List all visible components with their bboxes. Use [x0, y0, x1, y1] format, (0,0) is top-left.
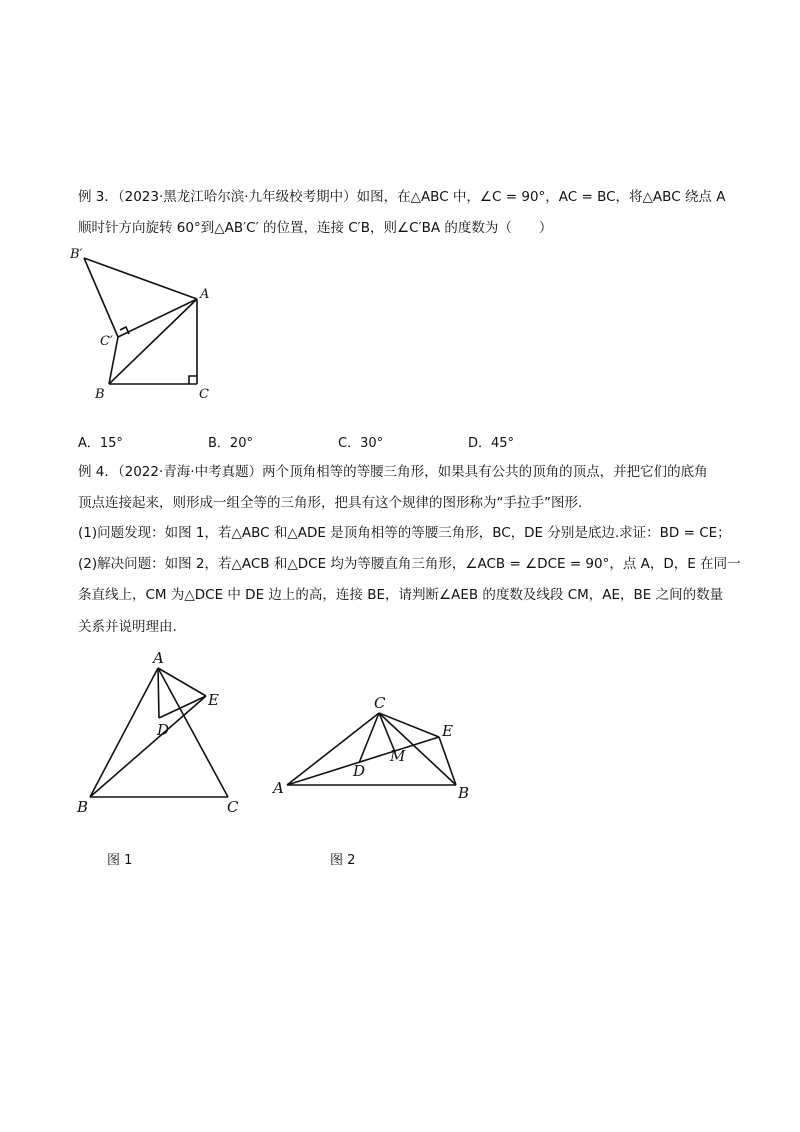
fig1-label-e: E: [208, 691, 219, 709]
fig1-label-b: B: [77, 798, 89, 816]
figure-2-caption: 图 2: [330, 853, 356, 868]
example4-line-3: (1)问题发现：如图 1，若△ABC 和△ADE 是顶角相等的等腰三角形，BC，DE 分别是底边.求证：BD = CE；: [78, 525, 731, 541]
label-c-prime: C′: [100, 334, 113, 349]
fig2-label-e: E: [442, 722, 453, 740]
label-a: A: [200, 287, 210, 302]
example4-line-2: 顶点连接起来，则形成一组全等的三角形，把具有这个规律的图形称为“手拉手”图形.: [78, 495, 583, 511]
label-b-prime: B′: [70, 247, 83, 262]
fig1-label-d: D: [157, 721, 170, 739]
figure-1-caption: 图 1: [107, 853, 133, 868]
choice-d[interactable]: D．45°: [468, 436, 515, 451]
example3-line-2: 顺时针方向旋转 60°到△AB′C′ 的位置，连接 C′B，则∠C′BA 的度数为（ ）: [78, 220, 553, 236]
example4-line-1: 例 4．（2022·青海·中考真题）两个顶角相等的等腰三角形，如果具有公共的顶角的顶点，并把它们的底角: [78, 464, 708, 480]
label-c: C: [199, 387, 209, 402]
example4-line-5: 条直线上，CM 为△DCE 中 DE 边上的高，连接 BE，请判断∠AEB 的度数及线段 CM，AE，BE 之间的数量: [78, 587, 724, 603]
fig2-label-d: D: [353, 762, 366, 780]
fig2-label-c: C: [374, 694, 386, 712]
choice-b[interactable]: B．20°: [208, 436, 253, 451]
example4-line-4: (2)解决问题：如图 2，若△ACB 和△DCE 均为等腰直角三角形，∠ACB = ∠DCE = 90°，点 A，D，E 在同一: [78, 556, 741, 572]
example3-line-1: 例 3．（2023·黑龙江哈尔滨·九年级校考期中）如图，在△ABC 中，∠C = 90°，AC = BC，将△ABC 绕点 A: [78, 189, 726, 205]
label-b: B: [95, 387, 105, 402]
fig2-label-b: B: [458, 784, 470, 802]
choice-a[interactable]: A．15°: [78, 436, 123, 451]
example4-line-6: 关系并说明理由.: [78, 619, 177, 635]
fig2-label-m: M: [390, 747, 406, 765]
fig1-label-a: A: [153, 649, 164, 667]
fig2-label-a: A: [273, 779, 284, 797]
fig1-label-c: C: [227, 798, 239, 816]
choice-c[interactable]: C．30°: [338, 436, 384, 451]
